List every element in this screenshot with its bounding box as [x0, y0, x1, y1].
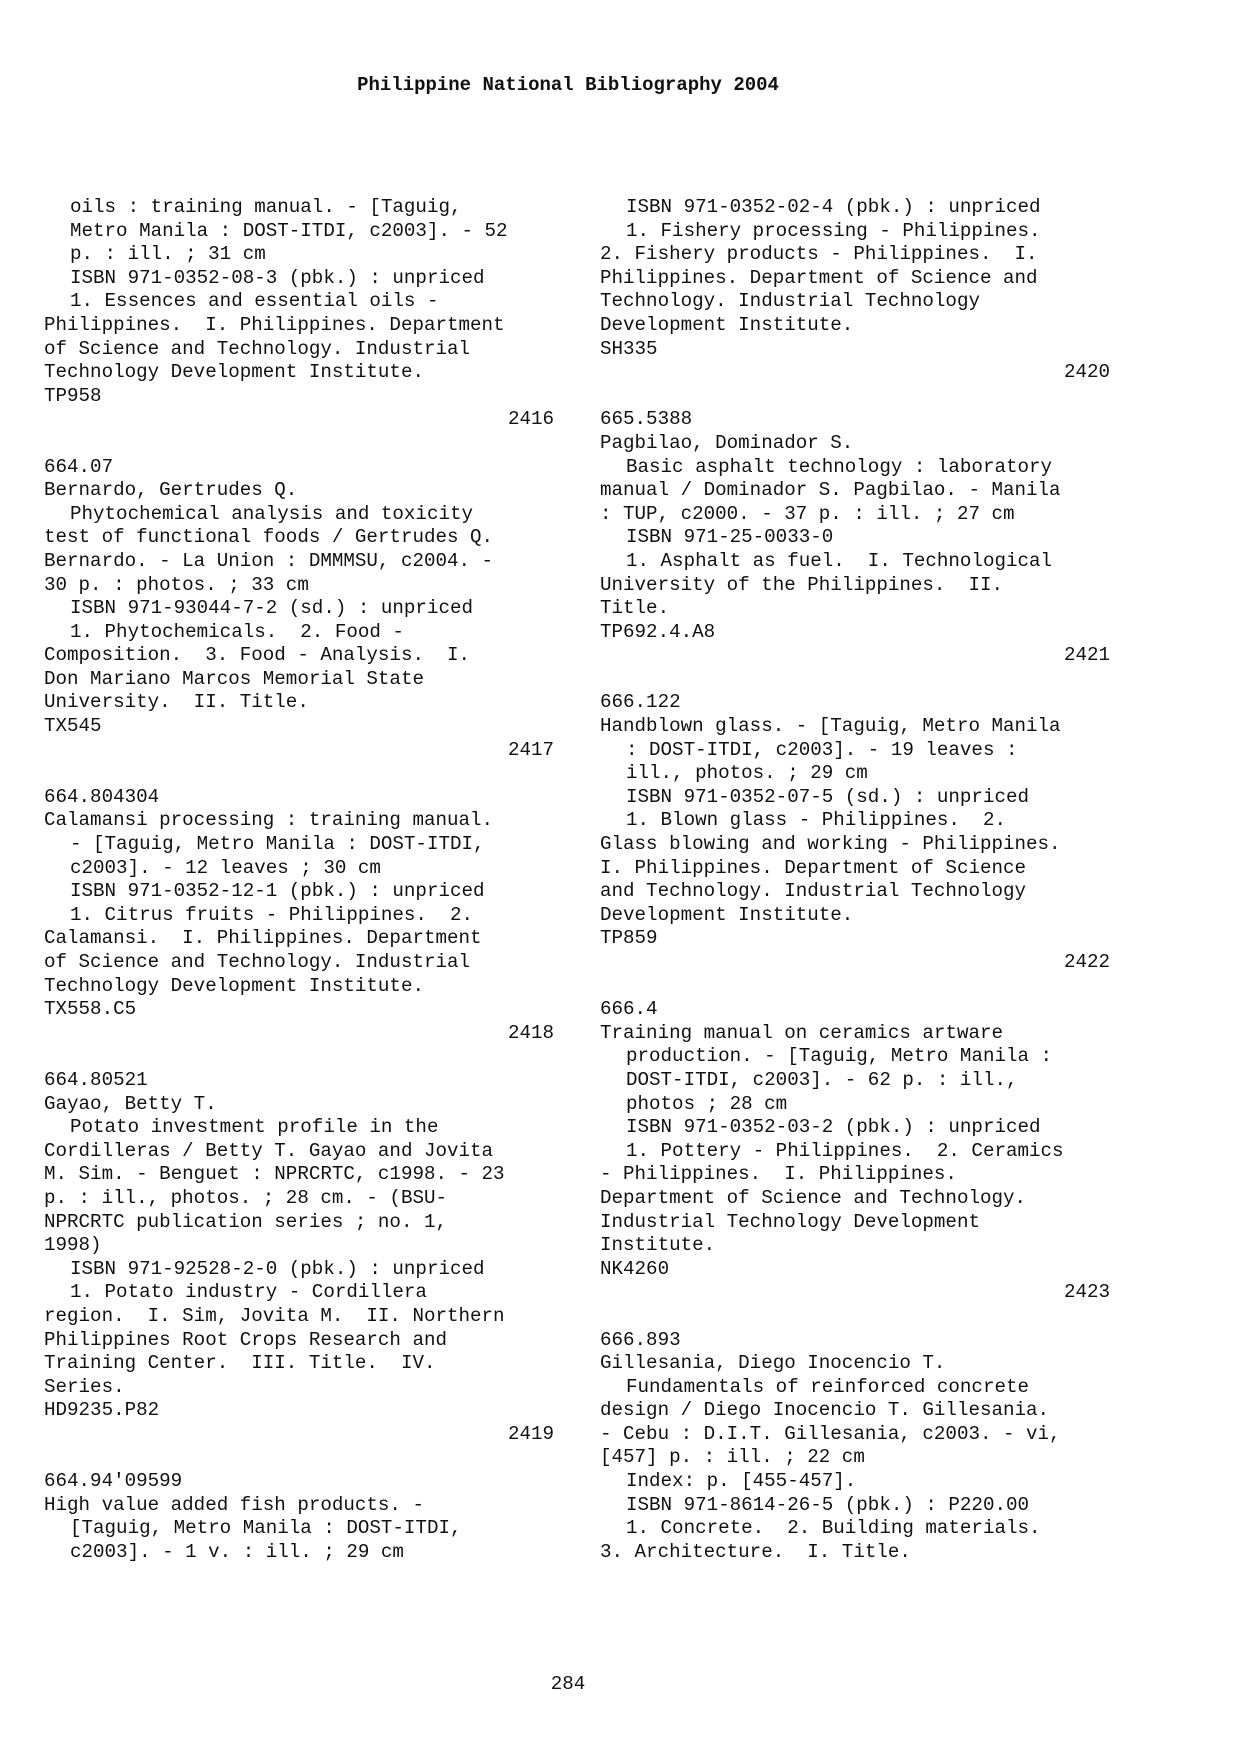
entry-line: Bernardo, Gertrudes Q. [44, 479, 298, 502]
entry-number: 2416 [507, 408, 554, 431]
entry-line: Technology. Industrial Technology [600, 290, 980, 313]
entry-number: 2421 [1063, 644, 1110, 667]
entry-line: 1. Blown glass - Philippines. 2. [626, 809, 1006, 832]
entry-line: : DOST-ITDI, c2003]. - 19 leaves : [626, 738, 1018, 761]
entry-line: Don Mariano Marcos Memorial State [44, 667, 424, 690]
entry-line: Gillesania, Diego Inocencio T. [600, 1352, 946, 1375]
entry-line: 664.80521 [44, 1068, 148, 1091]
page-title: Philippine National Bibliography 2004 [357, 74, 779, 96]
entry-line: Gayao, Betty T. [44, 1092, 217, 1115]
entry-line: 1. Essences and essential oils - [70, 290, 439, 313]
entry-line: of Science and Technology. Industrial [44, 337, 471, 360]
entry-line: TX545 [44, 715, 102, 738]
entry-line: SH335 [600, 337, 658, 360]
entry-line: Development Institute. [600, 313, 854, 336]
entry-line: ISBN 971-8614-26-5 (pbk.) : P220.00 [626, 1493, 1030, 1516]
entry-line: Cordilleras / Betty T. Gayao and Jovita [44, 1139, 494, 1162]
entry-line: Series. [44, 1375, 125, 1398]
entry-line: Technology Development Institute. [44, 974, 424, 997]
entry-number: 2423 [1063, 1281, 1110, 1304]
entry-line: region. I. Sim, Jovita M. II. Northern [44, 1304, 505, 1327]
page-number: 284 [550, 1673, 586, 1695]
entry-line: p. : ill., photos. ; 28 cm. - (BSU- [44, 1186, 448, 1209]
entry-line: oils : training manual. - [Taguig, [70, 196, 462, 218]
entry-line: Handblown glass. - [Taguig, Metro Manila [600, 715, 1061, 738]
entry-line: Basic asphalt technology : laboratory [626, 455, 1053, 478]
entry-line: 30 p. : photos. ; 33 cm [44, 573, 309, 596]
entry-line: Potato investment profile in the [70, 1116, 439, 1139]
entry-line: ISBN 971-0352-08-3 (pbk.) : unpriced [70, 266, 485, 289]
entry-line [600, 1305, 1110, 1329]
entry-number: 2422 [1063, 951, 1110, 973]
entry-line: Training Center. III. Title. IV. [44, 1352, 436, 1375]
entry-line [600, 385, 1110, 409]
entry-line: 1998) [44, 1234, 102, 1257]
entry-line: ISBN 971-0352-07-5 (sd.) : unpriced [626, 785, 1030, 808]
entry-line: 664.804304 [44, 785, 160, 808]
right-column [600, 196, 1110, 1564]
entry-line: test of functional foods / Gertrudes Q. [44, 526, 494, 549]
entry-line [44, 1446, 554, 1470]
entry-line: - Cebu : D.I.T. Gillesania, c2003. - vi, [600, 1422, 1061, 1445]
entry-line: Department of Science and Technology. [600, 1186, 1027, 1209]
entry-line: Philippines. I. Philippines. Department [44, 313, 505, 336]
entry-line: High value added fish products. - [44, 1493, 424, 1516]
entry-line: manual / Dominador S. Pagbilao. - Manila [600, 479, 1061, 502]
entry-line: 666.4 [600, 998, 658, 1021]
entry-number: 2417 [507, 738, 554, 761]
entry-line: TP692.4.A8 [600, 620, 716, 643]
entry-line: of Science and Technology. Industrial [44, 951, 471, 973]
entry-line: Philippines Root Crops Research and [44, 1328, 448, 1351]
entry-line: TX558.C5 [44, 998, 137, 1021]
entry-line: Glass blowing and working - Philippines. [600, 833, 1061, 856]
entry-line: ill., photos. ; 29 cm [626, 762, 868, 785]
entry-line: - Philippines. I. Philippines. [600, 1163, 957, 1186]
entry-line: : TUP, c2000. - 37 p. : ill. ; 27 cm [600, 502, 1015, 525]
entry-line: - [Taguig, Metro Manila : DOST-ITDI, [70, 833, 485, 856]
entry-number: 2418 [507, 1021, 554, 1044]
entry-line: TP958 [44, 384, 102, 407]
entry-line: TP859 [600, 927, 658, 950]
entry-line: M. Sim. - Benguet : NPRCRTC, c1998. - 23 [44, 1163, 505, 1186]
entry-line: NPRCRTC publication series ; no. 1, [44, 1210, 448, 1233]
entry-line: Industrial Technology Development [600, 1210, 980, 1233]
entry-line: p. : ill. ; 31 cm [70, 243, 266, 266]
entry-line: [457] p. : ill. ; 22 cm [600, 1446, 865, 1469]
entry-line: Pagbilao, Dominador S. [600, 431, 854, 454]
entry-line [600, 975, 1110, 999]
entry-number: 2420 [1063, 361, 1110, 384]
entry-line: University. II. Title. [44, 691, 309, 714]
entry-line: ISBN 971-25-0033-0 [626, 526, 834, 549]
entry-line: Phytochemical analysis and toxicity [70, 502, 474, 525]
entry-line: HD9235.P82 [44, 1399, 160, 1422]
entry-line: 1. Phytochemicals. 2. Food - [70, 620, 404, 643]
entry-line: 2. Fishery products - Philippines. I. [600, 243, 1038, 266]
entry-line: Institute. [600, 1234, 716, 1257]
entry-line: Index: p. [455-457]. [626, 1470, 857, 1493]
entry-line: 1. Concrete. 2. Building materials. [626, 1517, 1041, 1540]
entry-line: Technology Development Institute. [44, 361, 424, 384]
entry-line: 664.94'09599 [44, 1470, 183, 1493]
entry-line: ISBN 971-0352-02-4 (pbk.) : unpriced [626, 196, 1041, 218]
entry-line: 1. Potato industry - Cordillera [70, 1281, 427, 1304]
entry-line: I. Philippines. Department of Science [600, 856, 1027, 879]
entry-line: 666.122 [600, 691, 681, 714]
left-column [44, 196, 554, 1564]
entry-line [44, 762, 554, 786]
entry-line: DOST-ITDI, c2003]. - 62 p. : ill., [626, 1068, 1018, 1091]
entry-line: production. - [Taguig, Metro Manila : [626, 1045, 1053, 1068]
entry-line: 666.893 [600, 1328, 681, 1351]
entry-line: photos ; 28 cm [626, 1092, 788, 1115]
entry-line: 665.5388 [600, 408, 693, 431]
entry-line: 664.07 [44, 455, 114, 478]
entry-line: Development Institute. [600, 903, 854, 926]
entry-line: Training manual on ceramics artware [600, 1021, 1004, 1044]
entry-line: Composition. 3. Food - Analysis. I. [44, 644, 471, 667]
entry-line: ISBN 971-92528-2-0 (pbk.) : unpriced [70, 1257, 485, 1280]
entry-line: and Technology. Industrial Technology [600, 880, 1027, 903]
entry-line: Calamansi processing : training manual. [44, 809, 494, 832]
entry-line [44, 1045, 554, 1069]
entry-line: University of the Philippines. II. [600, 573, 1004, 596]
entry-line: c2003]. - 12 leaves ; 30 cm [70, 856, 381, 879]
entry-line: NK4260 [600, 1257, 670, 1280]
entry-line: Fundamentals of reinforced concrete [626, 1375, 1030, 1398]
entry-line [44, 432, 554, 456]
entry-line: 1. Fishery processing - Philippines. [626, 219, 1041, 242]
entry-number: 2419 [507, 1422, 554, 1445]
entry-line: ISBN 971-93044-7-2 (sd.) : unpriced [70, 597, 474, 620]
entry-line: 1. Citrus fruits - Philippines. 2. [70, 903, 474, 926]
entry-line: Bernardo. - La Union : DMMMSU, c2004. - [44, 549, 494, 572]
entry-line: design / Diego Inocencio T. Gillesania. [600, 1399, 1050, 1422]
entry-line: 3. Architecture. I. Title. [600, 1540, 911, 1563]
entry-line: [Taguig, Metro Manila : DOST-ITDI, [70, 1517, 462, 1540]
entry-line: 1. Asphalt as fuel. I. Technological [626, 549, 1053, 572]
entry-line: Metro Manila : DOST-ITDI, c2003]. - 52 [70, 219, 508, 242]
entry-line: 1. Pottery - Philippines. 2. Ceramics [626, 1139, 1064, 1162]
entry-line [600, 668, 1110, 692]
entry-line: Philippines. Department of Science and [600, 266, 1038, 289]
entry-line: Calamansi. I. Philippines. Department [44, 927, 482, 950]
entry-line: ISBN 971-0352-12-1 (pbk.) : unpriced [70, 880, 485, 903]
entry-line: c2003]. - 1 v. : ill. ; 29 cm [70, 1540, 404, 1563]
entry-line: ISBN 971-0352-03-2 (pbk.) : unpriced [626, 1116, 1041, 1139]
entry-line: Title. [600, 597, 670, 620]
